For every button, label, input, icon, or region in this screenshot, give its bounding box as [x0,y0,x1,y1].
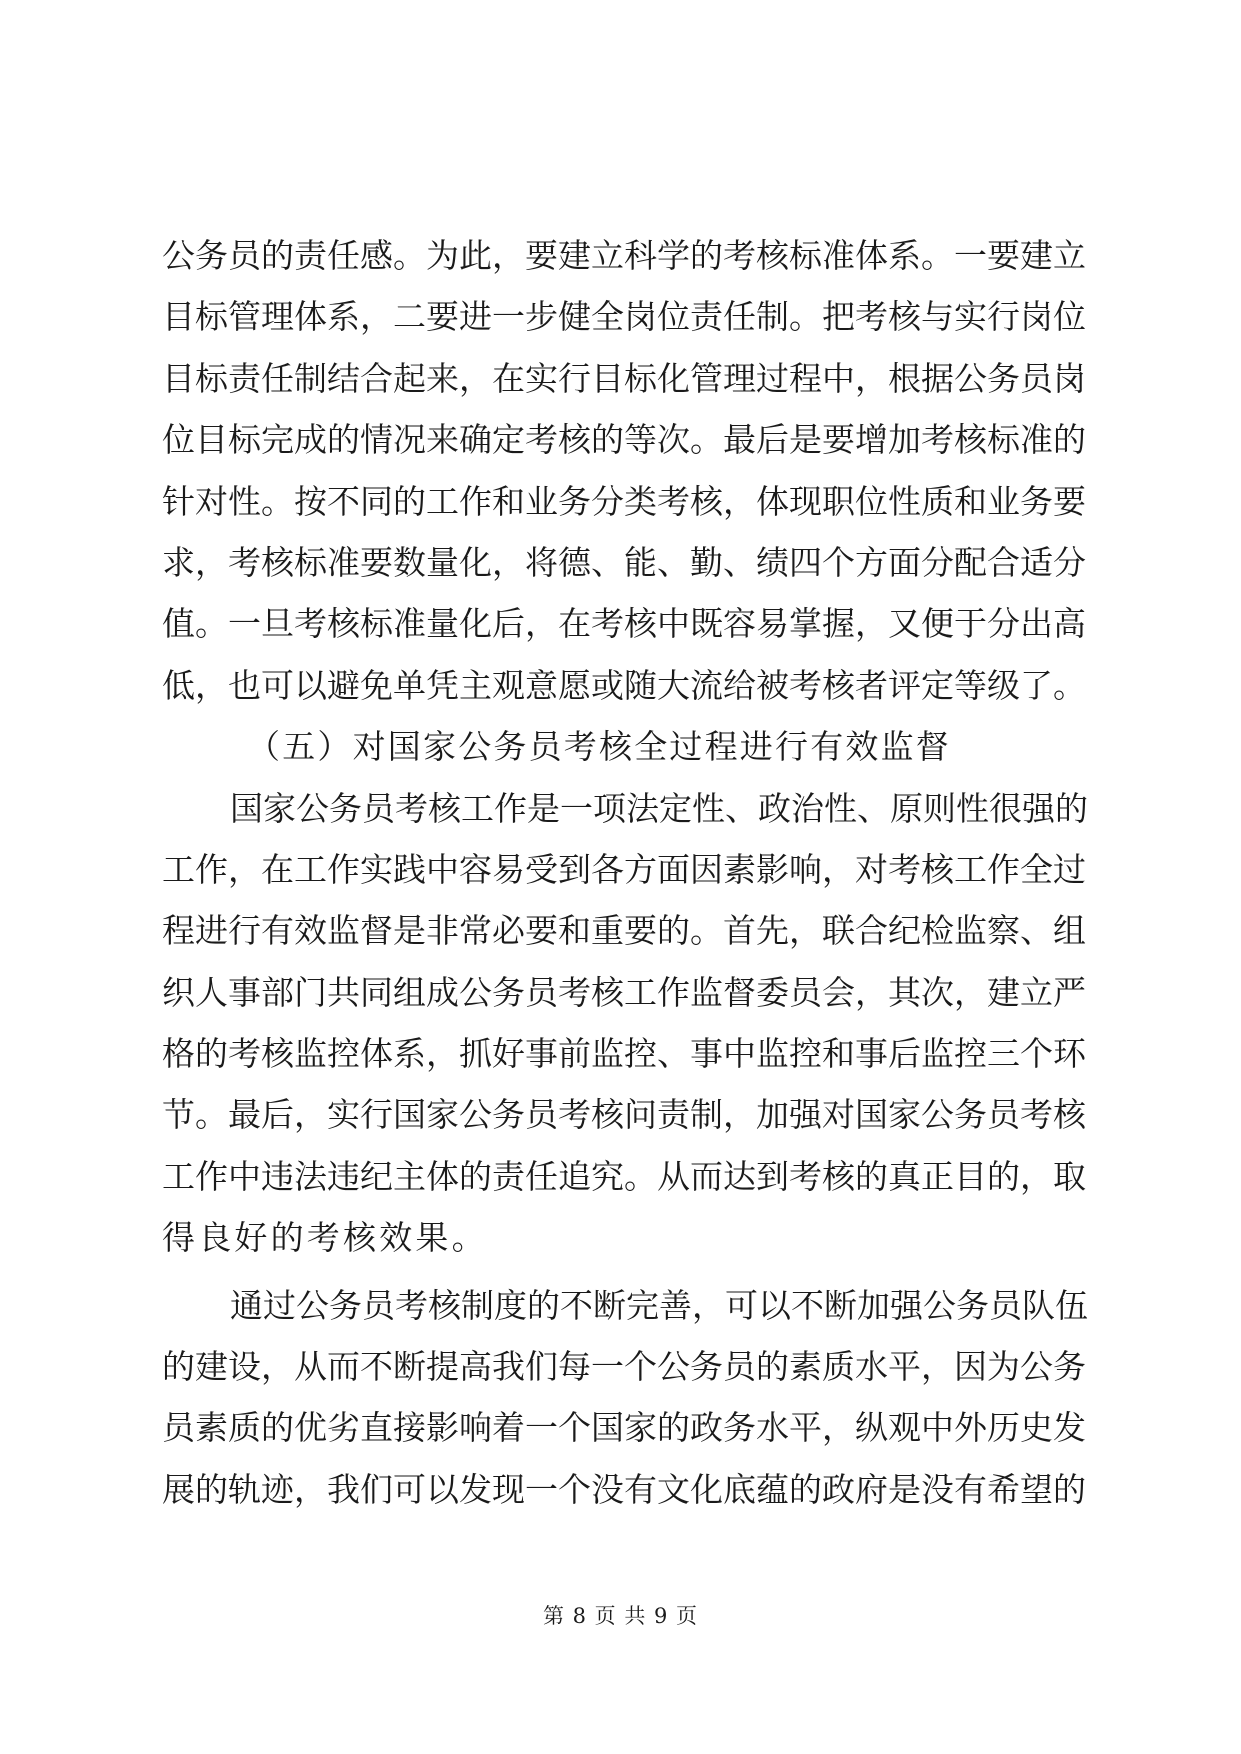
text-line: 工作中违法违纪主体的责任追究。从而达到考核的真正目的，取 [162,1156,1086,1196]
text-line: 低，也可以避免单凭主观意愿或随大流给被考核者评定等级了。 [162,665,1086,705]
text-line: 目标责任制结合起来，在实行目标化管理过程中，根据公务员岗 [162,358,1086,398]
text-line: 工作，在工作实践中容易受到各方面因素影响，对考核工作全过 [162,849,1086,889]
page-number-label: 第 8 页 共 9 页 [542,1604,699,1628]
text-line: 得良好的考核效果。 [162,1218,488,1258]
text-line: 目标管理体系，二要进一步健全岗位责任制。把考核与实行岗位 [162,297,1086,337]
document-body [162,225,1088,1520]
page-footer [0,1600,1241,1630]
text-line: 求，考核标准要数量化，将德、能、勤、绩四个方面分配合适分 [162,542,1086,582]
section-heading: （五）对国家公务员考核全过程进行有效监督 [247,727,951,767]
paragraph-first-line: 国家公务员考核工作是一项法定性、政治性、原则性很强的 [230,788,1088,828]
text-line: 展的轨迹，我们可以发现一个没有文化底蕴的政府是没有希望的 [162,1469,1086,1509]
text-line: 节。最后，实行国家公务员考核问责制，加强对国家公务员考核 [162,1095,1086,1135]
text-line: 值。一旦考核标准量化后，在考核中既容易掌握，又便于分出高 [162,604,1086,644]
text-line: 格的考核监控体系，抓好事前监控、事中监控和事后监控三个环 [162,1034,1086,1074]
text-line: 公务员的责任感。为此，要建立科学的考核标准体系。一要建立 [162,236,1086,275]
text-line: 的建设，从而不断提高我们每一个公务员的素质水平，因为公务 [162,1347,1086,1387]
text-line: 员素质的优劣直接影响着一个国家的政务水平，纵观中外历史发 [162,1408,1086,1448]
paragraph-first-line: 通过公务员考核制度的不断完善，可以不断加强公务员队伍 [230,1285,1088,1325]
text-line: 织人事部门共同组成公务员考核工作监督委员会，其次，建立严 [162,972,1086,1012]
text-line: 程进行有效监督是非常必要和重要的。首先，联合纪检监察、组 [162,911,1086,951]
text-line: 针对性。按不同的工作和业务分类考核，体现职位性质和业务要 [162,481,1086,521]
text-line: 位目标完成的情况来确定考核的等次。最后是要增加考核标准的 [162,420,1086,460]
